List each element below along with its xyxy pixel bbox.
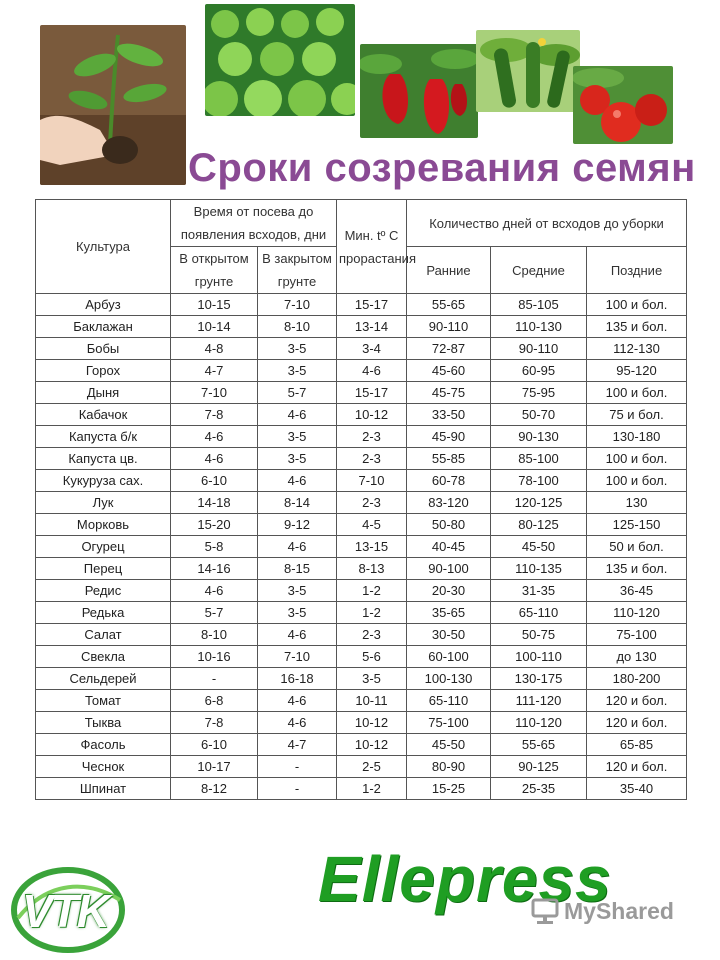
value-cell: 80-125 <box>491 514 587 536</box>
value-cell: 8-10 <box>171 624 258 646</box>
value-cell: 4-6 <box>337 360 407 382</box>
table-row <box>36 602 687 624</box>
table-row <box>36 338 687 360</box>
crop-name-cell: Баклажан <box>36 316 171 338</box>
value-cell: 120 и бол. <box>587 756 687 778</box>
crop-name-cell: Арбуз <box>36 294 171 316</box>
value-cell: 2-5 <box>337 756 407 778</box>
value-cell: 75-100 <box>407 712 491 734</box>
value-cell: 50-70 <box>491 404 587 426</box>
value-cell: 30-50 <box>407 624 491 646</box>
crop-name-cell: Кабачок <box>36 404 171 426</box>
value-cell: 36-45 <box>587 580 687 602</box>
value-cell: 120-125 <box>491 492 587 514</box>
header-closed-ground: В закрытом грунте <box>258 247 337 294</box>
value-cell: 2-3 <box>337 448 407 470</box>
value-cell: 90-110 <box>407 316 491 338</box>
value-cell: 100-130 <box>407 668 491 690</box>
value-cell: 50-75 <box>491 624 587 646</box>
value-cell: до 130 <box>587 646 687 668</box>
value-cell: 6-8 <box>171 690 258 712</box>
value-cell: 13-15 <box>337 536 407 558</box>
value-cell: 110-120 <box>491 712 587 734</box>
value-cell: 4-6 <box>258 690 337 712</box>
crop-name-cell: Шпинат <box>36 778 171 800</box>
crop-name-cell: Перец <box>36 558 171 580</box>
value-cell: 112-130 <box>587 338 687 360</box>
table-row <box>36 624 687 646</box>
logo-text: VTK <box>22 885 108 937</box>
table-row <box>36 668 687 690</box>
value-cell: 60-100 <box>407 646 491 668</box>
value-cell: 10-12 <box>337 712 407 734</box>
table-row <box>36 294 687 316</box>
value-cell: 3-5 <box>258 602 337 624</box>
value-cell: 50-80 <box>407 514 491 536</box>
crop-name-cell: Тыква <box>36 712 171 734</box>
table-row <box>36 448 687 470</box>
table-row <box>36 492 687 514</box>
header-min-temp: Мин. tº С прорастания <box>337 200 407 294</box>
crop-name-cell: Морковь <box>36 514 171 536</box>
value-cell: 110-135 <box>491 558 587 580</box>
value-cell: 14-16 <box>171 558 258 580</box>
crop-name-cell: Огурец <box>36 536 171 558</box>
value-cell: 3-5 <box>258 448 337 470</box>
value-cell: 2-3 <box>337 492 407 514</box>
value-cell: 4-6 <box>258 470 337 492</box>
value-cell: 10-15 <box>171 294 258 316</box>
page-title: Сроки созревания семян <box>188 146 696 190</box>
table-row <box>36 404 687 426</box>
value-cell: 65-85 <box>587 734 687 756</box>
value-cell: 55-65 <box>491 734 587 756</box>
value-cell: 3-5 <box>258 580 337 602</box>
value-cell: 5-8 <box>171 536 258 558</box>
value-cell: 78-100 <box>491 470 587 492</box>
watermark <box>530 896 674 926</box>
value-cell: 1-2 <box>337 778 407 800</box>
value-cell: - <box>258 778 337 800</box>
value-cell: 4-8 <box>171 338 258 360</box>
maturity-table <box>35 199 687 800</box>
value-cell: 100 и бол. <box>587 382 687 404</box>
tomatoes-photo <box>573 66 673 144</box>
crop-name-cell: Салат <box>36 624 171 646</box>
table-row <box>36 382 687 404</box>
crop-name-cell: Свекла <box>36 646 171 668</box>
value-cell: 45-60 <box>407 360 491 382</box>
crop-name-cell: Дыня <box>36 382 171 404</box>
header-open-ground: В открытом грунте <box>171 247 258 294</box>
value-cell: 130-175 <box>491 668 587 690</box>
value-cell: 90-100 <box>407 558 491 580</box>
value-cell: 100 и бол. <box>587 448 687 470</box>
table-row <box>36 470 687 492</box>
value-cell: 7-8 <box>171 404 258 426</box>
value-cell: 4-6 <box>171 580 258 602</box>
crop-name-cell: Кукуруза сах. <box>36 470 171 492</box>
value-cell: 10-11 <box>337 690 407 712</box>
value-cell: 10-14 <box>171 316 258 338</box>
crop-name-cell: Томат <box>36 690 171 712</box>
table-row <box>36 426 687 448</box>
value-cell: 8-10 <box>258 316 337 338</box>
value-cell: 33-50 <box>407 404 491 426</box>
value-cell: 4-6 <box>171 448 258 470</box>
value-cell: 20-30 <box>407 580 491 602</box>
value-cell: 5-7 <box>258 382 337 404</box>
value-cell: 7-10 <box>258 646 337 668</box>
table-row <box>36 360 687 382</box>
crop-name-cell: Лук <box>36 492 171 514</box>
value-cell: 4-6 <box>258 624 337 646</box>
value-cell: 80-90 <box>407 756 491 778</box>
value-cell: 15-25 <box>407 778 491 800</box>
value-cell: 1-2 <box>337 602 407 624</box>
value-cell: 4-7 <box>171 360 258 382</box>
value-cell: 4-6 <box>171 426 258 448</box>
value-cell: 35-40 <box>587 778 687 800</box>
crop-name-cell: Чеснок <box>36 756 171 778</box>
value-cell: 4-6 <box>258 536 337 558</box>
value-cell: 8-13 <box>337 558 407 580</box>
crop-name-cell: Редька <box>36 602 171 624</box>
cabbage-field-photo <box>205 4 355 116</box>
value-cell: 95-120 <box>587 360 687 382</box>
value-cell: - <box>171 668 258 690</box>
peppers-photo <box>360 44 478 138</box>
value-cell: 13-14 <box>337 316 407 338</box>
value-cell: 35-65 <box>407 602 491 624</box>
value-cell: 3-5 <box>258 338 337 360</box>
value-cell: 55-85 <box>407 448 491 470</box>
value-cell: 8-12 <box>171 778 258 800</box>
header-late: Поздние <box>587 247 687 294</box>
value-cell: 40-45 <box>407 536 491 558</box>
value-cell: 100 и бол. <box>587 294 687 316</box>
value-cell: 135 и бол. <box>587 316 687 338</box>
table-row <box>36 316 687 338</box>
table-row <box>36 558 687 580</box>
value-cell: 65-110 <box>407 690 491 712</box>
value-cell: 111-120 <box>491 690 587 712</box>
header-time-to-sprout: Время от посева до появления всходов, дни <box>171 200 337 247</box>
value-cell: 2-3 <box>337 426 407 448</box>
crop-name-cell: Капуста цв. <box>36 448 171 470</box>
value-cell: 14-18 <box>171 492 258 514</box>
value-cell: 45-50 <box>407 734 491 756</box>
value-cell: 120 и бол. <box>587 690 687 712</box>
value-cell: 45-75 <box>407 382 491 404</box>
value-cell: 7-8 <box>171 712 258 734</box>
value-cell: 5-6 <box>337 646 407 668</box>
table-row <box>36 778 687 800</box>
value-cell: 75-100 <box>587 624 687 646</box>
table-row <box>36 580 687 602</box>
header-early: Ранние <box>407 247 491 294</box>
value-cell: 4-5 <box>337 514 407 536</box>
table-body <box>36 294 687 800</box>
header-days-to-harvest: Количество дней от всходов до уборки <box>407 200 687 247</box>
value-cell: 31-35 <box>491 580 587 602</box>
value-cell: 8-15 <box>258 558 337 580</box>
value-cell: 25-35 <box>491 778 587 800</box>
cucumbers-photo <box>476 30 580 112</box>
value-cell: 72-87 <box>407 338 491 360</box>
table-row <box>36 712 687 734</box>
value-cell: 120 и бол. <box>587 712 687 734</box>
watermark-text: MyShared <box>564 897 674 924</box>
header-crop: Культура <box>36 200 171 294</box>
value-cell: 6-10 <box>171 734 258 756</box>
table-row <box>36 514 687 536</box>
table-row <box>36 756 687 778</box>
value-cell: 7-10 <box>258 294 337 316</box>
value-cell: 130 <box>587 492 687 514</box>
value-cell: 85-105 <box>491 294 587 316</box>
value-cell: 4-7 <box>258 734 337 756</box>
value-cell: 10-16 <box>171 646 258 668</box>
value-cell: 3-5 <box>337 668 407 690</box>
value-cell: 135 и бол. <box>587 558 687 580</box>
value-cell: 75-95 <box>491 382 587 404</box>
value-cell: 90-110 <box>491 338 587 360</box>
table-row <box>36 536 687 558</box>
value-cell: 60-78 <box>407 470 491 492</box>
value-cell: 8-14 <box>258 492 337 514</box>
value-cell: 180-200 <box>587 668 687 690</box>
table-row <box>36 646 687 668</box>
value-cell: 100-110 <box>491 646 587 668</box>
value-cell: 15-17 <box>337 382 407 404</box>
value-cell: 83-120 <box>407 492 491 514</box>
value-cell: 65-110 <box>491 602 587 624</box>
crop-name-cell: Фасоль <box>36 734 171 756</box>
value-cell: 130-180 <box>587 426 687 448</box>
value-cell: 9-12 <box>258 514 337 536</box>
seedling-photo <box>40 25 186 185</box>
value-cell: 4-6 <box>258 404 337 426</box>
crop-name-cell: Редис <box>36 580 171 602</box>
table-row <box>36 734 687 756</box>
value-cell: - <box>258 756 337 778</box>
crop-name-cell: Горох <box>36 360 171 382</box>
crop-name-cell: Сельдерей <box>36 668 171 690</box>
value-cell: 15-17 <box>337 294 407 316</box>
value-cell: 1-2 <box>337 580 407 602</box>
value-cell: 125-150 <box>587 514 687 536</box>
value-cell: 7-10 <box>171 382 258 404</box>
value-cell: 85-100 <box>491 448 587 470</box>
value-cell: 55-65 <box>407 294 491 316</box>
value-cell: 5-7 <box>171 602 258 624</box>
value-cell: 10-12 <box>337 404 407 426</box>
value-cell: 75 и бол. <box>587 404 687 426</box>
value-cell: 15-20 <box>171 514 258 536</box>
value-cell: 50 и бол. <box>587 536 687 558</box>
value-cell: 3-4 <box>337 338 407 360</box>
brand-name: Ellepress <box>318 843 612 915</box>
header-medium: Средние <box>491 247 587 294</box>
value-cell: 4-6 <box>258 712 337 734</box>
value-cell: 45-50 <box>491 536 587 558</box>
value-cell: 2-3 <box>337 624 407 646</box>
value-cell: 110-130 <box>491 316 587 338</box>
vtk-logo <box>8 860 128 956</box>
crop-name-cell: Бобы <box>36 338 171 360</box>
value-cell: 60-95 <box>491 360 587 382</box>
value-cell: 90-125 <box>491 756 587 778</box>
value-cell: 45-90 <box>407 426 491 448</box>
value-cell: 10-12 <box>337 734 407 756</box>
value-cell: 110-120 <box>587 602 687 624</box>
value-cell: 3-5 <box>258 360 337 382</box>
value-cell: 90-130 <box>491 426 587 448</box>
value-cell: 3-5 <box>258 426 337 448</box>
table-row <box>36 690 687 712</box>
value-cell: 6-10 <box>171 470 258 492</box>
value-cell: 16-18 <box>258 668 337 690</box>
value-cell: 100 и бол. <box>587 470 687 492</box>
value-cell: 7-10 <box>337 470 407 492</box>
value-cell: 10-17 <box>171 756 258 778</box>
crop-name-cell: Капуста б/к <box>36 426 171 448</box>
presentation-icon <box>530 896 560 926</box>
